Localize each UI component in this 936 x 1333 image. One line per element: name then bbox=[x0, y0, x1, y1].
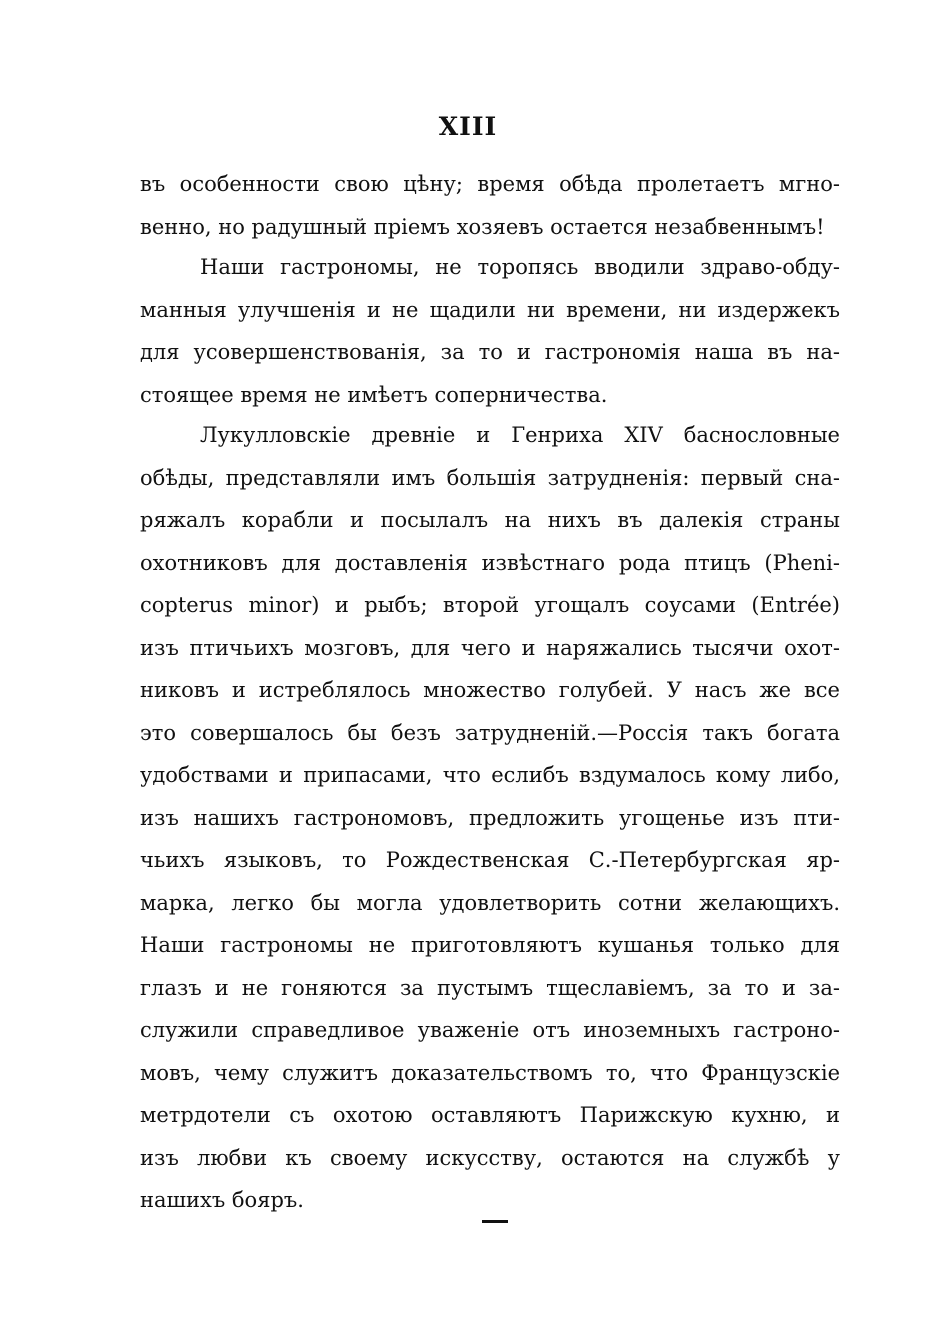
paragraph-3 bbox=[140, 414, 840, 1222]
text-line: венно, но радушный пріемъ хозяевъ остается незабвеннымъ! bbox=[140, 214, 825, 239]
text-line: изъ любви къ своему искусству, остаются на службѣ у bbox=[140, 1145, 840, 1170]
text-line: въ особенности свою цѣну; время обѣда пролетаетъ мгно- bbox=[140, 172, 840, 196]
paragraph-1 bbox=[140, 163, 840, 248]
text-line: copterus minor) и рыбъ; второй угощалъ соусами (Entrée) bbox=[140, 593, 840, 617]
text-line: Лукулловскіе древніе и Генриха XIV баснословные bbox=[200, 423, 840, 447]
text-line: Наши гастрономы не приготовляютъ кушанья только для bbox=[140, 933, 840, 957]
text-line: метрдотели съ охотою оставляютъ Парижскую кухню, и bbox=[140, 1103, 840, 1127]
text-line: изъ птичьихъ мозговъ, для чего и наряжались тысячи охот- bbox=[140, 635, 840, 660]
text-line: никовъ и истреблялось множество голубей. У насъ же все bbox=[140, 678, 840, 702]
text-line: мовъ, чему служитъ доказательствомъ то, что Французскіе bbox=[140, 1060, 840, 1085]
page-number: XIII bbox=[438, 112, 498, 141]
paragraph-2 bbox=[140, 246, 840, 416]
text-line: это совершалось бы безъ затрудненій.—Россія такъ богата bbox=[140, 720, 840, 745]
text-line: глазъ и не гоняются за пустымъ тщеславіемъ, за то и за- bbox=[140, 975, 840, 1000]
text-line: охотниковъ для доставленія извѣстнаго рода птицъ (Pheni- bbox=[140, 550, 840, 575]
text-line: служили справедливое уваженіе отъ иноземныхъ гастроно- bbox=[140, 1018, 840, 1042]
text-line: изъ нашихъ гастрономовъ, предложить угощенье изъ пти- bbox=[140, 805, 840, 830]
text-line: Наши гастрономы, не торопясь вводили здраво-обду- bbox=[200, 255, 840, 279]
text-line: марка, легко бы могла удовлетворить сотни желающихъ. bbox=[140, 890, 840, 915]
text-line: обѣды, представляли имъ большія затрудненія: первый сна- bbox=[140, 465, 840, 490]
text-line: манныя улучшенія и не щадили ни времени, ни издержекъ bbox=[140, 297, 840, 322]
end-dash-divider bbox=[482, 1220, 508, 1223]
text-line: стоящее время не имѣетъ соперничества. bbox=[140, 382, 608, 407]
text-line: ряжалъ корабли и посылалъ на нихъ въ далекія страны bbox=[140, 508, 840, 532]
text-line: нашихъ бояръ. bbox=[140, 1188, 304, 1212]
text-line: для усовершенствованія, за то и гастрономія наша въ на- bbox=[140, 340, 840, 364]
text-line: удобствами и припасами, что еслибъ вздумалось кому либо, bbox=[140, 763, 840, 787]
text-line: чьихъ языковъ, то Рождественская С.-Петербургская яр- bbox=[140, 848, 840, 872]
